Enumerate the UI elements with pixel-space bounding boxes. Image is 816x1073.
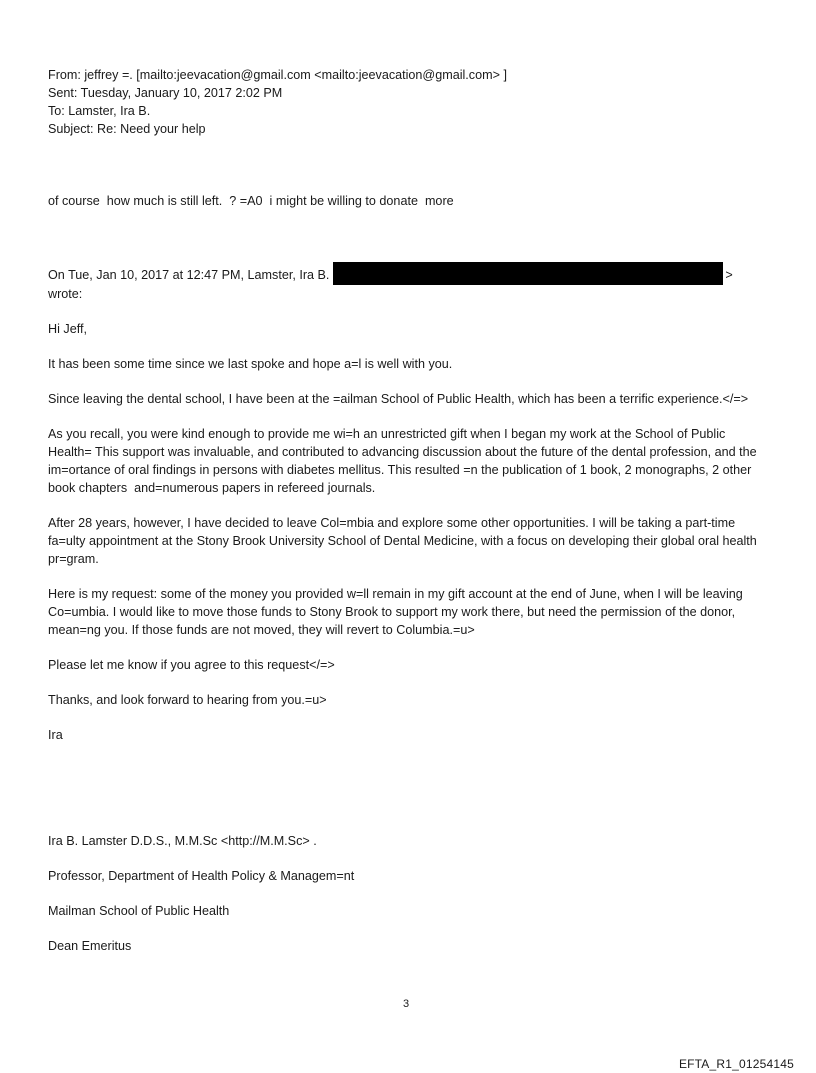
- email-signature: [48, 832, 768, 955]
- page-number: 3: [403, 998, 410, 1010]
- body-paragraph: Since leaving the dental school, I have been at the =ailman School of Public Health, which has been a terrific experience.</=>: [48, 392, 749, 406]
- body-paragraph: Here is my request: some of the money you provided w=ll remain in my gift account at the end of June, when I will be leaving Co=umbia. I would like to move those funds to Stony Brook to support my work there, but need the permission of the donor, mean=ng you. If those funds are not moved, they will revert to Columbia.=u>: [48, 587, 747, 637]
- header-subject: Subject: Re: Need your help: [48, 122, 206, 136]
- body-paragraph: It has been some time since we last spoke and hope a=l is well with you.: [48, 357, 453, 371]
- email-header: [48, 66, 768, 138]
- signature-name: Ira B. Lamster D.D.S., M.M.Sc <http://M.M.Sc> .: [48, 834, 317, 848]
- body-paragraph: After 28 years, however, I have decided to leave Col=mbia and explore some other opportunities. I will be taking a part-time fa=ulty appointment at the Stony Brook University School of Dental Medicine, with a focus on developing their global oral health pr=gram.: [48, 516, 761, 566]
- reply-text: of course how much is still left. ? =A0 i might be willing to donate more: [48, 194, 454, 208]
- greeting: Hi Jeff,: [48, 322, 87, 336]
- body-paragraph: Please let me know if you agree to this request</=>: [48, 658, 335, 672]
- signature-school: Mailman School of Public Health: [48, 904, 230, 918]
- body-paragraph: As you recall, you were kind enough to provide me wi=h an unrestricted gift when I began my work at the School of Public Health= This support was invaluable, and contributed to advancing discussion about the future of the dental profession, and the im=ortance of oral findings in persons with diabetes mellitus. This resulted =n the publication of 1 book, 2 monographs, 2 other book chapters and=numerous papers in refereed journals.: [48, 427, 761, 495]
- redaction-bar: [333, 262, 723, 285]
- signature-dean: Dean Emeritus: [48, 939, 132, 953]
- sign-off: Ira: [48, 728, 63, 742]
- quote-wrote: wrote:: [48, 287, 83, 301]
- quote-intro: [48, 262, 768, 285]
- header-sent: Sent: Tuesday, January 10, 2017 2:02 PM: [48, 86, 283, 100]
- quote-intro-prefix: On Tue, Jan 10, 2017 at 12:47 PM, Lamster, Ira B.: [48, 268, 330, 282]
- quote-intro-suffix: >: [725, 268, 733, 282]
- header-to: To: Lamster, Ira B.: [48, 104, 151, 118]
- document-id: EFTA_R1_01254145: [678, 1057, 794, 1071]
- header-from: From: jeffrey =. [mailto:jeevacation@gmail.com <mailto:jeevacation@gmail.com> ]: [48, 68, 507, 82]
- signature-title: Professor, Department of Health Policy & Managem=nt: [48, 869, 355, 883]
- email-document: [48, 66, 768, 955]
- body-paragraph: Thanks, and look forward to hearing from you.=u>: [48, 693, 327, 707]
